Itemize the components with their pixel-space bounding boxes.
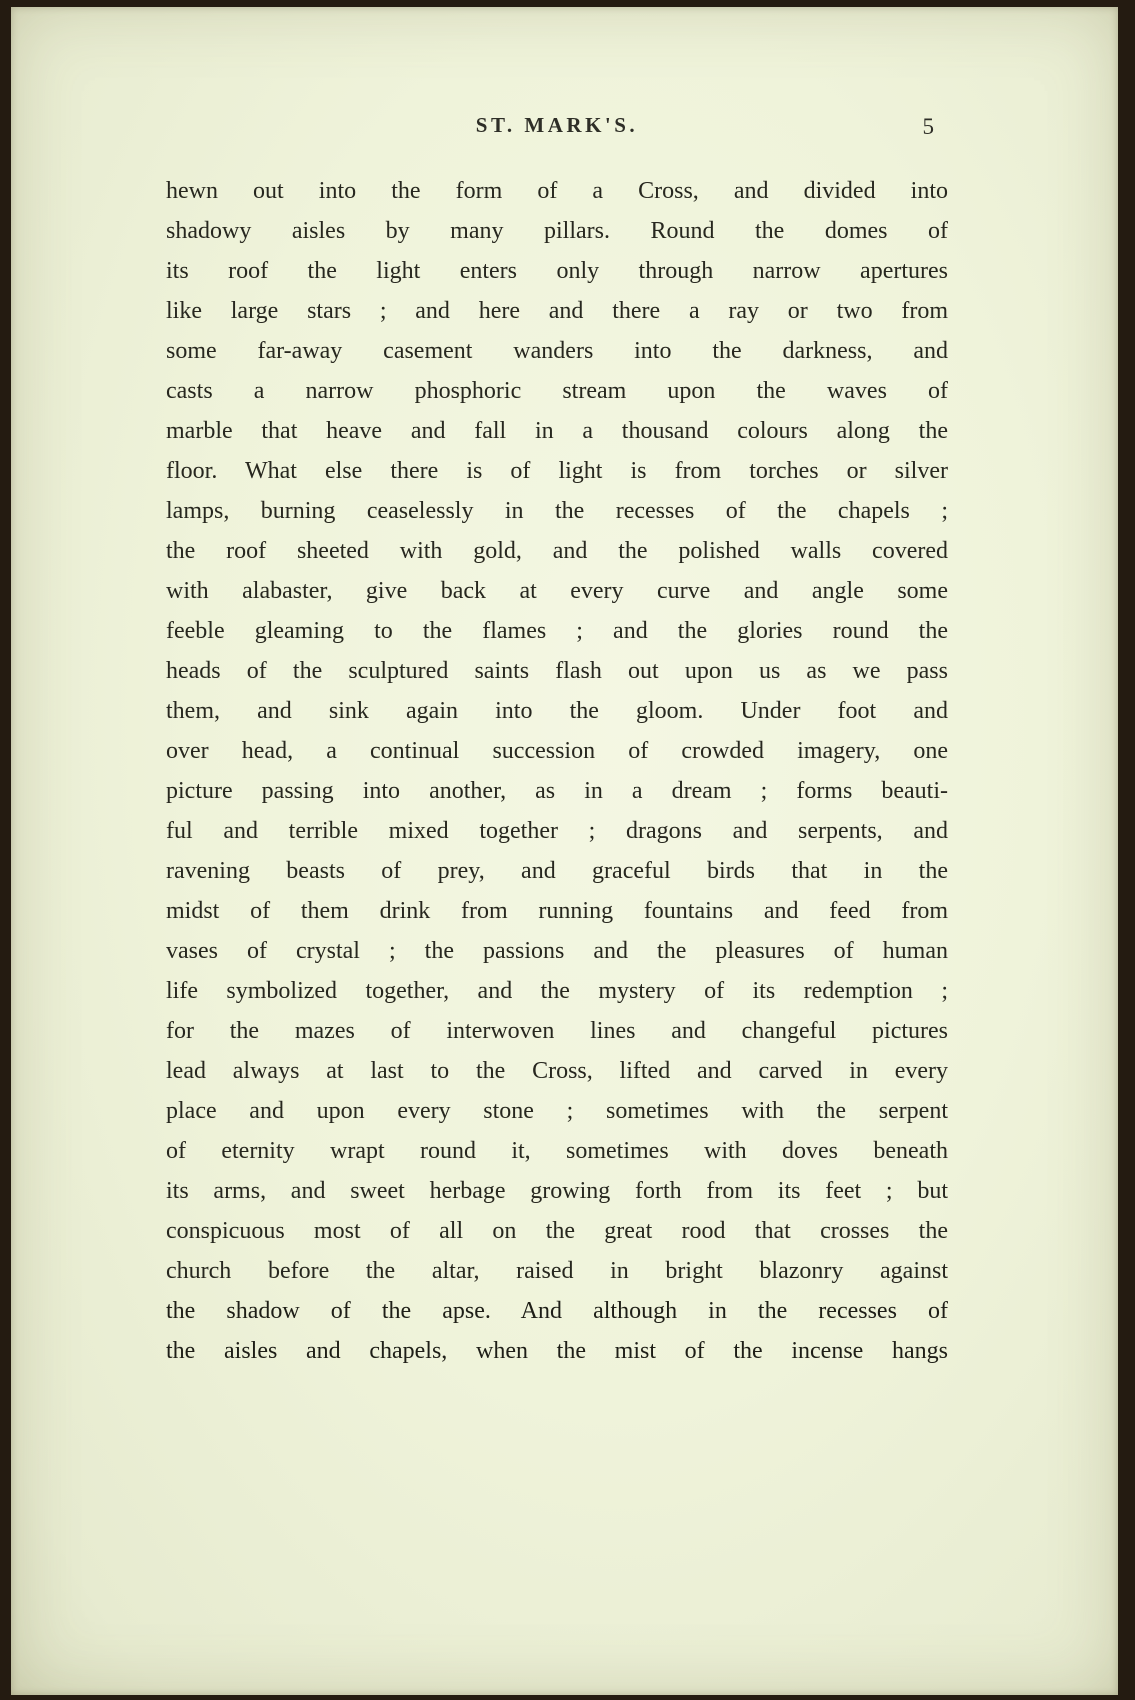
body-text-block bbox=[166, 171, 948, 1371]
scanned-page bbox=[11, 7, 1118, 1695]
text-line: like large stars ; and here and there a ray or two from bbox=[166, 298, 948, 324]
text-line: some far-away casement wanders into the darkness, and bbox=[166, 338, 948, 364]
text-line: ful and terrible mixed together ; dragons and serpents, and bbox=[166, 818, 948, 844]
text-line: its arms, and sweet herbage growing forth from its feet ; but bbox=[166, 1178, 948, 1204]
text-line: vases of crystal ; the passions and the pleasures of human bbox=[166, 938, 948, 964]
page-header bbox=[166, 113, 948, 147]
text-line: place and upon every stone ; sometimes with the serpent bbox=[166, 1098, 948, 1124]
text-line: with alabaster, give back at every curve and angle some bbox=[166, 578, 948, 604]
running-head-title: ST. MARK'S. bbox=[475, 113, 639, 137]
text-line: marble that heave and fall in a thousand colours along the bbox=[166, 418, 948, 444]
text-line: casts a narrow phosphoric stream upon the waves of bbox=[166, 378, 948, 404]
text-line: floor. What else there is of light is from torches or silver bbox=[166, 458, 948, 484]
text-line: feeble gleaming to the flames ; and the glories round the bbox=[166, 618, 948, 644]
text-line: for the mazes of interwoven lines and changeful pictures bbox=[166, 1018, 948, 1044]
text-line: picture passing into another, as in a dream ; forms beauti- bbox=[166, 778, 948, 804]
text-line: midst of them drink from running fountains and feed from bbox=[166, 898, 948, 924]
text-line: church before the altar, raised in bright blazonry against bbox=[166, 1258, 948, 1284]
text-line: the roof sheeted with gold, and the polished walls covered bbox=[166, 538, 948, 564]
text-line: its roof the light enters only through narrow apertures bbox=[166, 258, 948, 284]
text-line: heads of the sculptured saints flash out upon us as we pass bbox=[166, 658, 948, 684]
text-line: shadowy aisles by many pillars. Round the domes of bbox=[166, 218, 948, 244]
text-line: life symbolized together, and the mystery of its redemption ; bbox=[166, 978, 948, 1004]
text-line: conspicuous most of all on the great rood that crosses the bbox=[166, 1218, 948, 1244]
text-line: hewn out into the form of a Cross, and divided into bbox=[166, 178, 948, 204]
text-line: over head, a continual succession of crowded imagery, one bbox=[166, 738, 948, 764]
text-line: them, and sink again into the gloom. Under foot and bbox=[166, 698, 948, 724]
text-line: of eternity wrapt round it, sometimes with doves beneath bbox=[166, 1138, 948, 1164]
text-line: ravening beasts of prey, and graceful birds that in the bbox=[166, 858, 948, 884]
text-line: lamps, burning ceaselessly in the recesses of the chapels ; bbox=[166, 498, 948, 524]
text-line: lead always at last to the Cross, lifted and carved in every bbox=[166, 1058, 948, 1084]
page-number: 5 bbox=[922, 114, 934, 139]
text-line: the shadow of the apse. And although in the recesses of bbox=[166, 1298, 948, 1324]
text-line: the aisles and chapels, when the mist of the incense hangs bbox=[166, 1338, 948, 1364]
